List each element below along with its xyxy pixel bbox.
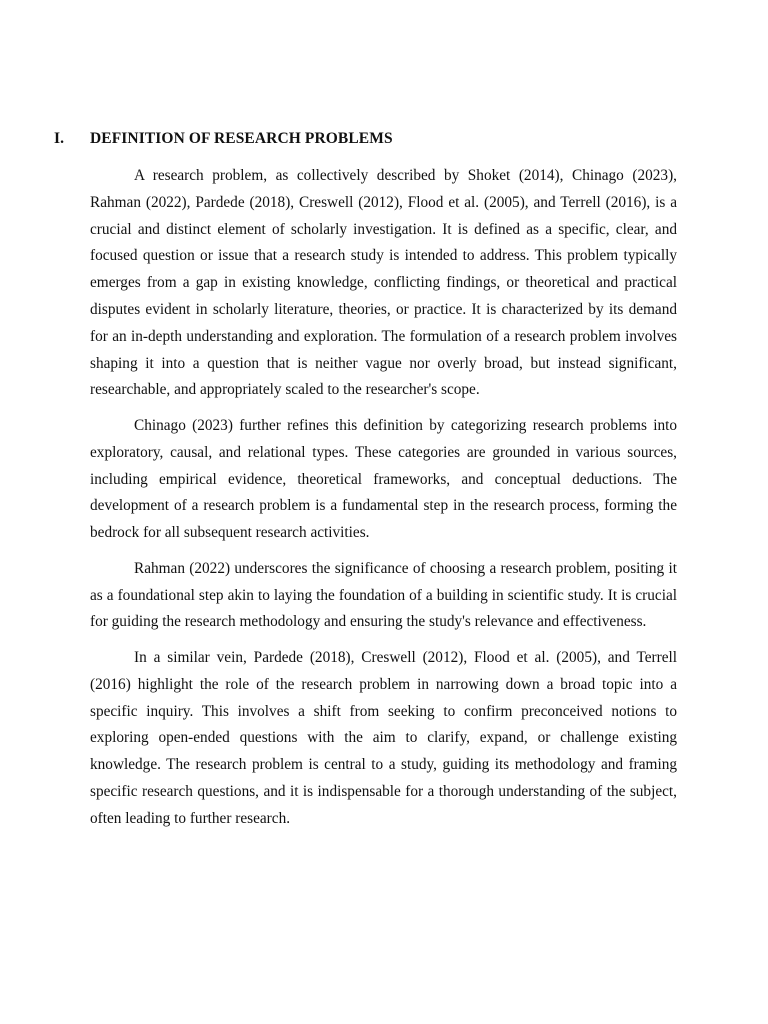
paragraph-1: A research problem, as collectively described by Shoket (2014), Chinago (2023), Rahman (2022), Pardede (2018), Creswell (2012), Flood et al. (2005), and Terrell (2016), is a crucial and distinct element of scholarly investigation. It is defined as a specific, clear, and focused question or issue that a research study is intended to address. This problem typically emerges from a gap in existing knowledge, conflicting findings, or theoretical and practical disputes evident in scholarly literature, theories, or practice. It is characterized by its demand for an in-depth understanding and exploration. The formulation of a research problem involves shaping it into a question that is neither vague nor overly broad, but instead significant, researchable, and appropriately scaled to the researcher's scope. — [90, 167, 677, 399]
section-heading — [54, 129, 694, 149]
section-number: I. — [54, 130, 65, 147]
paragraph-2: Chinago (2023) further refines this definition by categorizing research problems into exploratory, causal, and relational types. These categories are grounded in various sources, including empirical evidence, theoretical frameworks, and conceptual deductions. The development of a research problem is a fundamental step in the research process, forming the bedrock for all subsequent research activities. — [90, 416, 677, 542]
section-title: DEFINITION OF RESEARCH PROBLEMS — [90, 130, 393, 147]
paragraph-3: Rahman (2022) underscores the significance of choosing a research problem, positing it as a foundational step akin to laying the foundation of a building in scientific study. It is crucial for guiding the research methodology and ensuring the study's relevance and effectiveness. — [90, 559, 677, 631]
section-body — [90, 163, 677, 841]
paragraph-4: In a similar vein, Pardede (2018), Creswell (2012), Flood et al. (2005), and Terrell (2016) highlight the role of the research problem in narrowing down a broad topic into a specific inquiry. This involves a shift from seeking to confirm preconceived notions to exploring open-ended questions with the aim to clarify, expand, or challenge existing knowledge. The research problem is central to a study, guiding its methodology and framing specific research questions, and it is indispensable for a thorough understanding of the subject, often leading to further research. — [90, 648, 677, 827]
